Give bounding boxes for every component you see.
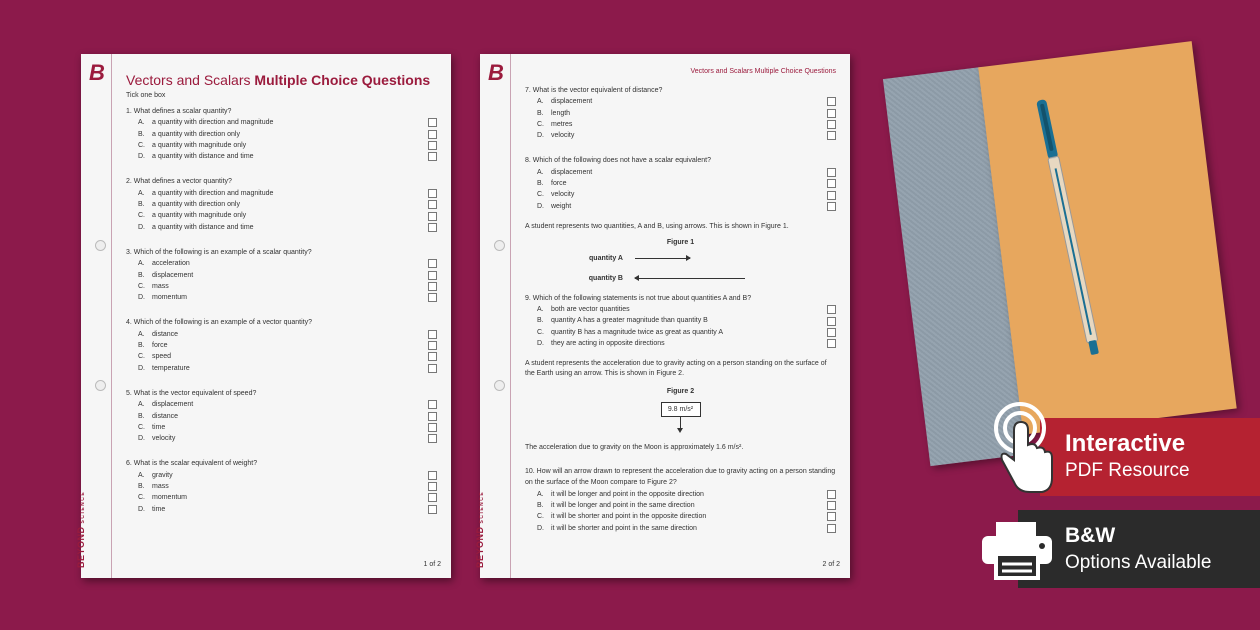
interactive-subtitle: PDF Resource <box>1065 460 1190 481</box>
answer-option <box>126 351 437 362</box>
option-text: temperature <box>152 364 190 372</box>
bw-subtitle: Options Available <box>1065 552 1212 573</box>
tick-box[interactable] <box>827 317 836 326</box>
question-stem: 1. What defines a scalar quantity? <box>126 108 232 115</box>
answer-option <box>525 130 836 141</box>
option-text: a quantity with distance and time <box>152 223 254 231</box>
tick-box[interactable] <box>428 434 437 443</box>
option-letter: C. <box>138 141 145 149</box>
option-letter: A. <box>537 168 544 176</box>
paragraph: The acceleration due to gravity on the Moon is approximately 1.6 m/s². <box>525 443 744 451</box>
question-list <box>525 85 836 548</box>
answer-option <box>525 178 836 189</box>
tick-box[interactable] <box>827 120 836 129</box>
figure-1-row-a <box>525 249 836 269</box>
option-text: a quantity with direction only <box>152 130 240 138</box>
option-text: it will be shorter and point in the same direction <box>551 524 697 532</box>
tick-box[interactable] <box>428 482 437 491</box>
option-text: time <box>152 423 166 431</box>
worksheet-page-2 <box>475 54 850 578</box>
quantity-a-label: quantity A <box>589 255 623 263</box>
arrow-left-icon <box>635 278 745 279</box>
option-text: a quantity with distance and time <box>152 153 254 161</box>
option-text: momentum <box>152 494 188 502</box>
option-text: speed <box>152 353 172 361</box>
punch-hole <box>95 240 106 251</box>
punch-hole <box>95 380 106 391</box>
option-letter: C. <box>537 120 544 128</box>
answer-option <box>525 119 836 130</box>
notebook-cover <box>978 41 1236 434</box>
tick-box[interactable] <box>428 282 437 291</box>
answer-option <box>126 363 437 374</box>
paragraph: A student represents the acceleration due to gravity acting on a person standing on the surface of the Earth using an arrow. This is shown in Figure 2. <box>525 360 827 377</box>
question-stem: 10. How will an arrow drawn to represent the acceleration due to gravity acting on a person standing on the surface of the Moon compare to Figure 2? <box>525 468 836 487</box>
tick-box[interactable] <box>428 293 437 302</box>
option-text: gravity <box>152 471 173 479</box>
option-letter: B. <box>537 317 544 325</box>
option-letter: D. <box>138 294 145 302</box>
answer-option <box>525 338 836 349</box>
question-stem: 5. What is the vector equivalent of speed? <box>126 389 257 397</box>
question-8 <box>525 155 836 211</box>
option-letter: A. <box>537 490 544 498</box>
tick-box[interactable] <box>428 130 437 139</box>
option-text: quantity B has a magnitude twice as great as quantity A <box>551 328 723 336</box>
punch-hole <box>494 240 505 251</box>
instruction: Tick one box <box>126 92 166 99</box>
answer-option <box>126 292 437 303</box>
option-text: velocity <box>152 435 176 443</box>
question-9 <box>525 293 836 349</box>
answer-option <box>525 315 836 326</box>
option-letter: C. <box>537 191 544 199</box>
option-letter: B. <box>138 130 145 138</box>
option-letter: D. <box>537 524 544 532</box>
option-text: a quantity with direction only <box>152 201 240 209</box>
tick-box[interactable] <box>428 341 437 350</box>
option-letter: B. <box>138 271 145 279</box>
tick-box[interactable] <box>428 259 437 268</box>
answer-option <box>126 222 437 233</box>
option-text: length <box>551 109 571 117</box>
option-text: a quantity with magnitude only <box>152 141 247 149</box>
option-letter: A. <box>138 471 145 479</box>
option-text: metres <box>551 120 573 128</box>
answer-option <box>126 199 437 210</box>
option-letter: A. <box>138 330 145 338</box>
page-title: Vectors and Scalars Multiple Choice Questions <box>126 72 431 88</box>
answer-option <box>126 504 437 515</box>
page-header: Vectors and Scalars Multiple Choice Questions <box>690 68 836 75</box>
option-letter: D. <box>138 153 145 161</box>
tick-box[interactable] <box>827 328 836 337</box>
tick-box[interactable] <box>428 423 437 432</box>
answer-option <box>126 470 437 481</box>
tick-box[interactable] <box>428 330 437 339</box>
question-3 <box>126 247 437 303</box>
beyond-logo-icon: B <box>488 60 504 85</box>
answer-option <box>126 281 437 292</box>
option-text: force <box>152 342 168 350</box>
option-letter: A. <box>138 189 145 197</box>
option-letter: D. <box>537 202 544 210</box>
brand-vertical: BEYONDSCIENCE <box>475 490 485 568</box>
margin-line <box>111 54 112 578</box>
tick-box[interactable] <box>428 364 437 373</box>
option-text: displacement <box>551 168 593 176</box>
answer-option <box>126 340 437 351</box>
tick-box[interactable] <box>428 223 437 232</box>
question-4 <box>126 317 437 373</box>
option-letter: A. <box>537 306 544 314</box>
tick-box[interactable] <box>428 200 437 209</box>
question-stem: 2. What defines a vector quantity? <box>126 178 232 186</box>
quantity-b-label: quantity B <box>588 275 623 283</box>
option-text: a quantity with direction and magnitude <box>152 119 274 127</box>
option-letter: C. <box>138 353 145 361</box>
arrow-right-icon <box>635 258 690 259</box>
tick-box[interactable] <box>428 189 437 198</box>
answer-option <box>126 258 437 269</box>
option-text: displacement <box>152 271 194 279</box>
answer-option <box>126 422 437 433</box>
option-letter: C. <box>138 282 145 290</box>
option-text: it will be longer and point in the same direction <box>551 501 695 509</box>
option-text: they are acting in opposite directions <box>551 339 665 347</box>
tick-box[interactable] <box>827 490 836 499</box>
touch-hand-icon <box>990 400 1060 500</box>
figure-2-title: Figure 2 <box>666 388 695 396</box>
question-list <box>126 106 437 529</box>
option-letter: B. <box>138 483 145 491</box>
tick-box[interactable] <box>428 118 437 127</box>
option-text: velocity <box>551 191 575 199</box>
question-stem: 3. Which of the following is an example of a scalar quantity? <box>126 248 312 256</box>
interactive-title: Interactive <box>1065 430 1186 457</box>
answer-option <box>126 117 437 128</box>
tick-box[interactable] <box>827 109 836 118</box>
tick-box[interactable] <box>428 505 437 514</box>
answer-option <box>525 189 836 200</box>
option-letter: C. <box>138 423 145 431</box>
tick-box[interactable] <box>827 524 836 533</box>
question-stem: 8. Which of the following does not have a scalar equivalent? <box>525 157 712 165</box>
answer-option <box>126 492 437 503</box>
option-text: quantity A has a greater magnitude than quantity B <box>551 317 708 325</box>
option-letter: C. <box>138 494 145 502</box>
question-7 <box>525 85 836 141</box>
option-text: it will be shorter and point in the opposite direction <box>551 513 707 521</box>
question-2 <box>126 176 437 232</box>
page-number: 1 of 2 <box>423 561 441 568</box>
option-letter: C. <box>537 513 544 521</box>
option-letter: C. <box>138 212 145 220</box>
question-10 <box>525 466 836 534</box>
question-stem: 7. What is the vector equivalent of distance? <box>525 87 663 94</box>
answer-option <box>126 433 437 444</box>
option-text: acceleration <box>152 260 190 268</box>
tick-box[interactable] <box>428 271 437 280</box>
option-text: distance <box>152 412 179 420</box>
answer-option <box>126 129 437 140</box>
option-letter: A. <box>138 119 145 127</box>
tick-box[interactable] <box>827 179 836 188</box>
option-text: a quantity with magnitude only <box>152 212 247 220</box>
tick-box[interactable] <box>827 305 836 314</box>
answer-option <box>126 399 437 410</box>
tick-box[interactable] <box>827 501 836 510</box>
tick-box[interactable] <box>827 202 836 211</box>
tick-box[interactable] <box>827 512 836 521</box>
tick-box[interactable] <box>428 141 437 150</box>
arrow-down-icon <box>680 417 681 429</box>
answer-option <box>126 411 437 422</box>
option-letter: B. <box>537 501 544 509</box>
answer-option <box>525 167 836 178</box>
page-number: 2 of 2 <box>822 561 840 568</box>
option-letter: D. <box>138 223 145 231</box>
option-text: it will be longer and point in the opposite direction <box>551 490 704 498</box>
question-stem: 4. Which of the following is an example of a vector quantity? <box>126 319 312 327</box>
figure-2-value: 9.8 m/s² <box>661 402 701 417</box>
answer-option <box>126 140 437 151</box>
option-letter: B. <box>138 342 145 350</box>
option-letter: A. <box>537 98 544 106</box>
figure-1-row-b <box>525 269 836 289</box>
bw-title: B&W <box>1065 524 1116 547</box>
tick-box[interactable] <box>428 400 437 409</box>
answer-option <box>126 210 437 221</box>
option-text: time <box>152 505 166 513</box>
option-text: force <box>551 180 567 188</box>
answer-option <box>525 96 836 107</box>
tick-box[interactable] <box>827 97 836 106</box>
question-stem: 6. What is the scalar equivalent of weight? <box>126 460 258 468</box>
tick-box[interactable] <box>428 352 437 361</box>
option-text: distance <box>152 330 179 338</box>
option-letter: B. <box>138 412 145 420</box>
answer-option <box>525 108 836 119</box>
question-6 <box>126 458 437 514</box>
option-text: momentum <box>152 294 188 302</box>
option-letter: D. <box>138 435 145 443</box>
margin-line <box>510 54 511 578</box>
question-stem: 9. Which of the following statements is not true about quantities A and B? <box>525 294 752 302</box>
option-letter: B. <box>537 180 544 188</box>
paragraph: A student represents two quantities, A and B, using arrows. This is shown in Figure 1. <box>525 222 789 230</box>
option-text: both are vector quantities <box>551 306 630 314</box>
option-letter: B. <box>138 201 145 209</box>
punch-hole <box>494 380 505 391</box>
answer-option <box>126 481 437 492</box>
option-text: a quantity with direction and magnitude <box>152 189 274 197</box>
figure-1-title: Figure 1 <box>666 239 695 247</box>
answer-option <box>525 327 836 338</box>
tick-box[interactable] <box>428 471 437 480</box>
option-letter: A. <box>138 260 145 268</box>
option-text: mass <box>152 282 169 290</box>
tick-box[interactable] <box>428 212 437 221</box>
tick-box[interactable] <box>428 152 437 161</box>
answer-option <box>525 523 836 534</box>
beyond-logo-icon: B <box>89 60 105 85</box>
option-letter: D. <box>138 364 145 372</box>
option-letter: C. <box>537 328 544 336</box>
question-1 <box>126 106 437 162</box>
option-letter: D. <box>138 505 145 513</box>
answer-option <box>525 304 836 315</box>
option-letter: D. <box>537 132 544 140</box>
tick-box[interactable] <box>428 493 437 502</box>
option-text: displacement <box>551 98 593 106</box>
tick-box[interactable] <box>827 131 836 140</box>
question-5 <box>126 388 437 444</box>
answer-option <box>525 489 836 500</box>
option-text: velocity <box>551 132 575 140</box>
answer-option <box>525 511 836 522</box>
worksheet-page-1 <box>76 54 451 578</box>
tick-box[interactable] <box>428 412 437 421</box>
option-text: mass <box>152 483 169 491</box>
answer-option <box>525 500 836 511</box>
option-text: weight <box>551 202 572 210</box>
tick-box[interactable] <box>827 191 836 200</box>
brand-vertical: BEYONDSCIENCE <box>76 490 86 568</box>
printer-icon <box>978 518 1056 582</box>
tick-box[interactable] <box>827 168 836 177</box>
answer-option <box>525 201 836 212</box>
option-text: displacement <box>152 401 194 409</box>
option-letter: A. <box>138 401 145 409</box>
option-letter: D. <box>537 339 544 347</box>
interactive-banner <box>1040 418 1260 496</box>
answer-option <box>126 329 437 340</box>
answer-option <box>126 270 437 281</box>
option-letter: B. <box>537 109 544 117</box>
answer-option <box>126 188 437 199</box>
tick-box[interactable] <box>827 339 836 348</box>
answer-option <box>126 151 437 162</box>
